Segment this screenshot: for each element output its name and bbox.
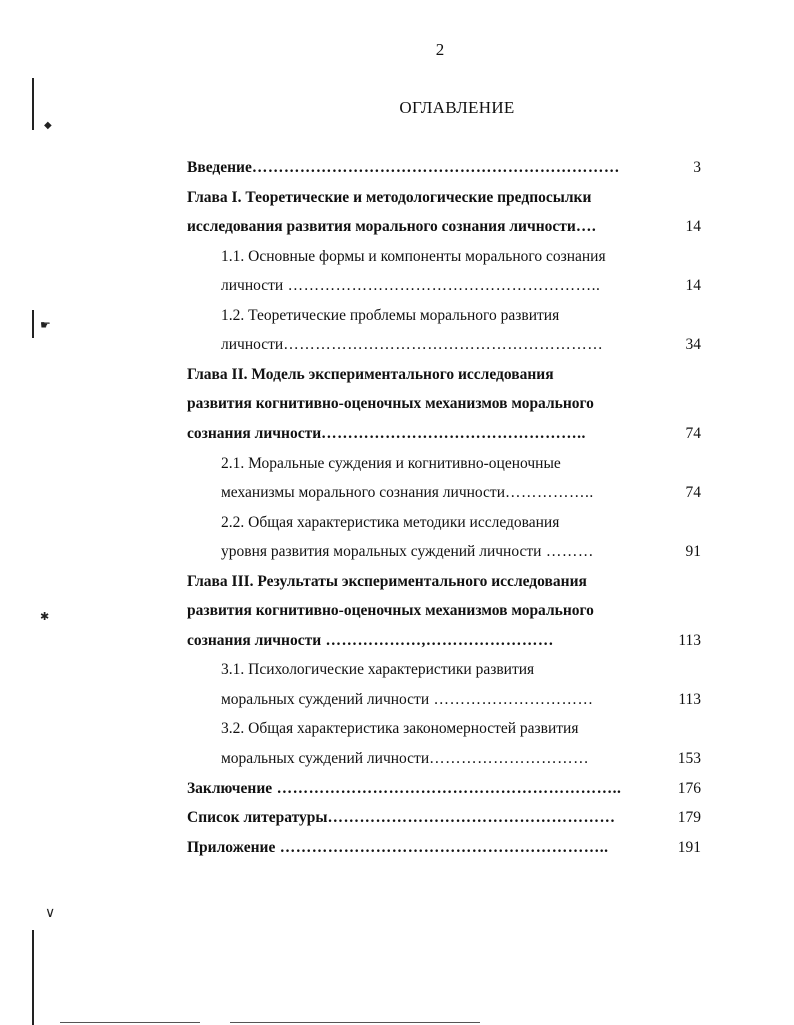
- toc-page-number: 14: [685, 218, 701, 235]
- toc-entry-section-1-1[interactable]: [221, 246, 606, 268]
- toc-entry-conclusion[interactable]: [187, 778, 621, 800]
- toc-entry-title: Глава III. Результаты экспериментального исследования: [187, 573, 587, 590]
- scan-speck-icon: ✱: [40, 610, 50, 623]
- scan-speck-icon: ∨: [45, 905, 56, 921]
- toc-entry-section-3-2-cont[interactable]: [221, 748, 589, 770]
- toc-page-number: 176: [677, 780, 701, 797]
- toc-page-number: 14: [685, 277, 701, 294]
- toc-entry-section-3-1-cont[interactable]: [221, 689, 594, 711]
- toc-entry-section-2-2[interactable]: [221, 512, 559, 534]
- toc-entry-title: сознания личности: [187, 425, 322, 442]
- toc-entry-title: Глава I. Теоретические и методологические предпосылки: [187, 189, 592, 206]
- toc-entry-title: личности: [221, 277, 284, 294]
- toc-leader: ……………..: [505, 484, 594, 501]
- toc-page-number: 91: [685, 543, 701, 560]
- toc-leader: ….: [575, 218, 597, 235]
- toc-entry-title: 1.1. Основные формы и компоненты морального сознания: [221, 248, 606, 265]
- toc-leader: ………………………………………………………..: [272, 780, 622, 797]
- toc-leader: ……………………………………………………………: [251, 159, 620, 176]
- toc-entry-appendix[interactable]: [187, 837, 608, 859]
- toc-entry-title: механизмы морального сознания личности: [221, 484, 505, 501]
- toc-entry-title: 2.2. Общая характеристика методики исследования: [221, 514, 560, 531]
- scan-speck-icon: ◆: [44, 120, 52, 131]
- toc-entry-references[interactable]: [187, 807, 615, 829]
- toc-leader: …………………………: [429, 750, 590, 767]
- page-number: 2: [435, 40, 445, 59]
- toc-entry-title: сознания личности: [187, 632, 322, 649]
- toc-leader: ……………………………………………………: [283, 336, 604, 353]
- toc-entry-title: 2.1. Моральные суждения и когнитивно-оценочные: [221, 455, 561, 472]
- toc-entry-title: уровня развития моральных суждений личности: [221, 543, 542, 560]
- toc-leader: …………………………………………..: [321, 425, 586, 442]
- toc-entry-chapter-1-cont[interactable]: [187, 216, 596, 238]
- scan-speck-icon: ☛: [40, 318, 51, 332]
- toc-entry-title: 1.2. Теоретические проблемы морального развития: [221, 307, 560, 324]
- toc-leader: ………………,……………………: [321, 632, 554, 649]
- page-title: ОГЛАВЛЕНИЕ: [399, 98, 515, 117]
- toc-entry-title: развития когнитивно-оценочных механизмов морального: [187, 602, 594, 619]
- toc-entry-title: Приложение: [187, 839, 276, 856]
- toc-entry-title: Введение: [187, 159, 252, 176]
- toc-entry-title: моральных суждений личности: [221, 750, 430, 767]
- toc-entry-chapter-3-cont[interactable]: [187, 600, 594, 622]
- toc-entry-chapter-2-cont[interactable]: [187, 393, 594, 415]
- toc-entry-title: 3.1. Психологические характеристики развития: [221, 661, 535, 678]
- toc-leader: ……………………………………………………..: [275, 839, 609, 856]
- toc-entry-title: развития когнитивно-оценочных механизмов морального: [187, 395, 594, 412]
- toc-entry-section-3-2[interactable]: [221, 718, 578, 740]
- toc-page-number: 34: [685, 336, 701, 353]
- toc-entry-section-2-1-cont[interactable]: [221, 482, 594, 504]
- toc-entry-title: Список литературы: [187, 809, 328, 826]
- toc-page-number: 74: [685, 484, 701, 501]
- toc-page-number: 113: [678, 691, 701, 708]
- toc-entry-section-1-1-cont[interactable]: [221, 275, 600, 297]
- toc-entry-chapter-2[interactable]: [187, 364, 554, 386]
- toc-entry-section-2-1[interactable]: [221, 453, 561, 475]
- toc-entry-chapter-1[interactable]: [187, 187, 591, 209]
- toc-entry-chapter-3[interactable]: [187, 571, 587, 593]
- toc-entry-introduction[interactable]: [187, 157, 620, 179]
- toc-entry-title: исследования развития морального сознания личности: [187, 218, 576, 235]
- toc-entry-title: 3.2. Общая характеристика закономерностей развития: [221, 720, 579, 737]
- toc-entry-section-2-2-cont[interactable]: [221, 541, 594, 563]
- toc-entry-chapter-3-cont[interactable]: [187, 630, 554, 652]
- toc-entry-title: моральных суждений личности: [221, 691, 430, 708]
- toc-page-number: 3: [693, 159, 701, 176]
- toc-entry-title: Заключение: [187, 780, 273, 797]
- toc-entry-section-1-2-cont[interactable]: [221, 334, 603, 356]
- toc-entry-title: Глава II. Модель экспериментального исследования: [187, 366, 554, 383]
- toc-page-number: 74: [685, 425, 701, 442]
- toc-entry-title: личности: [221, 336, 284, 353]
- toc-page-number: 113: [678, 632, 701, 649]
- toc-page-number: 153: [677, 750, 701, 767]
- toc-entry-section-3-1[interactable]: [221, 659, 534, 681]
- toc-entry-chapter-2-cont[interactable]: [187, 423, 586, 445]
- toc-leader: …………………………………………………..: [283, 277, 601, 294]
- toc-leader: ………………………………………………: [327, 809, 616, 826]
- toc-page-number: 179: [677, 809, 701, 826]
- toc-page-number: 191: [677, 839, 701, 856]
- toc-leader: ………: [541, 543, 594, 560]
- toc-leader: …………………………: [429, 691, 594, 708]
- toc-entry-section-1-2[interactable]: [221, 305, 559, 327]
